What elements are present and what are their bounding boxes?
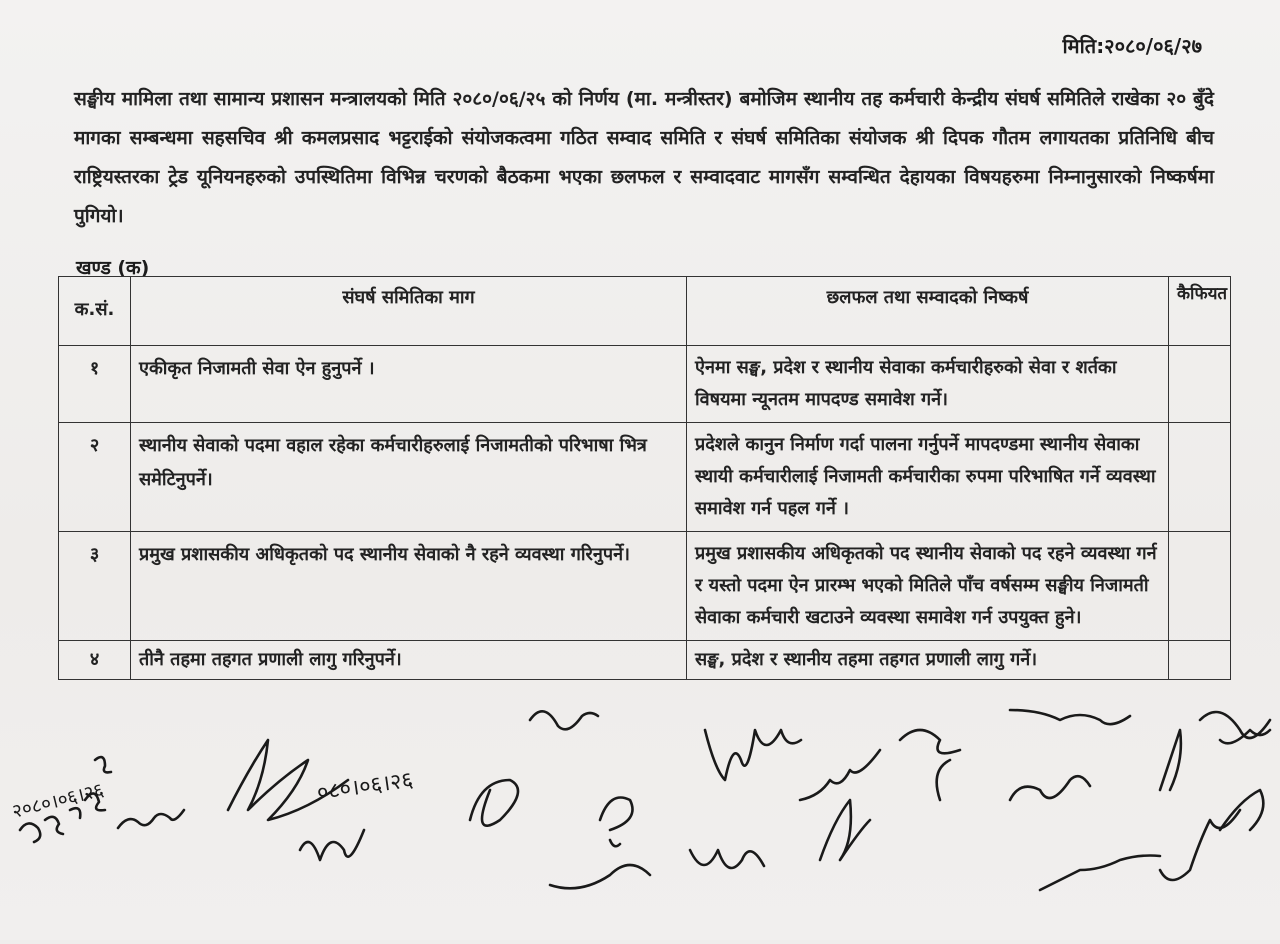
row-remarks bbox=[1169, 346, 1231, 423]
handwritten-date-2: ०८०।०६।२६ bbox=[315, 767, 415, 806]
header-remarks: कैफियत bbox=[1169, 277, 1231, 346]
signature-2 bbox=[118, 810, 184, 828]
document-date: मिति:२०८०/०६/२७ bbox=[1062, 34, 1202, 58]
signature-4 bbox=[470, 711, 598, 825]
row-sn: २ bbox=[59, 423, 131, 532]
signature-7 bbox=[800, 750, 880, 860]
row-remarks bbox=[1169, 532, 1231, 641]
signatures-drawing bbox=[0, 700, 1280, 940]
row-conclusion: प्रमुख प्रशासकीय अधिकृतको पद स्थानीय सेवाको पद रहने व्यवस्था गर्न र यस्तो पदमा ऐन प्रारम्भ भएको मितिले पाँच वर्षसम्म सङ्घीय निजामती सेवाका कर्मचारी खटाउने व्यवस्था समावेश गर्न उपयुक्त हुने। bbox=[687, 532, 1169, 641]
signature-10 bbox=[1160, 712, 1270, 880]
row-demand: एकीकृत निजामती सेवा ऐन हुनुपर्ने । bbox=[131, 346, 687, 423]
table-header-row bbox=[59, 277, 1231, 346]
header-conclusion: छलफल तथा सम्वादको निष्कर्ष bbox=[687, 277, 1169, 346]
row-conclusion: प्रदेशले कानुन निर्माण गर्दा पालना गर्नुपर्ने मापदण्डमा स्थानीय सेवाका स्थायी कर्मचारीलाई निजामती कर्मचारीका रुपमा परिभाषित गर्ने व्यवस्था समावेश गर्न पहल गर्ने । bbox=[687, 423, 1169, 532]
intro-paragraph: सङ्घीय मामिला तथा सामान्य प्रशासन मन्त्रालयको मिति २०८०/०६/२५ को निर्णय (मा. मन्त्रीस्तर) बमोजिम स्थानीय तह कर्मचारी केन्द्रीय संघर्ष समितिले राखेका २० बुँदे मागका सम्बन्धमा सहसचिव श्री कमलप्रसाद भट्टराईको संयोजकत्वमा गठित सम्वाद समिति र संघर्ष समितिका संयोजक श्री दिपक गौतम लगायतका प्रतिनिधि बीच राष्ट्रियस्तरका ट्रेड यूनियनहरुको उपस्थितिमा विभिन्न चरणको बैठकमा भएका छलफल र सम्वादवाट मागसँग सम्वन्धित देहायका विषयहरुमा निम्नानुसारको निष्कर्षमा पुगियो। bbox=[74, 88, 1214, 227]
row-remarks bbox=[1169, 423, 1231, 532]
signature-5 bbox=[550, 798, 650, 889]
signature-8 bbox=[900, 710, 1130, 800]
table-row bbox=[59, 532, 1231, 641]
signature-9 bbox=[1010, 776, 1160, 890]
row-remarks bbox=[1169, 641, 1231, 680]
row-conclusion: ऐनमा सङ्घ, प्रदेश र स्थानीय सेवाका कर्मचारीहरुको सेवा र शर्तका विषयमा न्यूनतम मापदण्ड समावेश गर्ने। bbox=[687, 346, 1169, 423]
row-demand: तीनै तहमा तहगत प्रणाली लागु गरिनुपर्ने। bbox=[131, 641, 687, 680]
row-sn: १ bbox=[59, 346, 131, 423]
table-row bbox=[59, 641, 1231, 680]
row-sn: ४ bbox=[59, 641, 131, 680]
signatures-area bbox=[0, 700, 1280, 940]
handwritten-date-1: २०८०।०६।२६ bbox=[9, 778, 106, 823]
header-sn: क.सं. bbox=[59, 277, 131, 346]
table-row bbox=[59, 346, 1231, 423]
row-conclusion: सङ्घ, प्रदेश र स्थानीय तहमा तहगत प्रणाली लागु गर्ने। bbox=[687, 641, 1169, 680]
signature-6 bbox=[690, 730, 801, 868]
section-label: खण्ड (क) bbox=[76, 257, 150, 279]
demands-table bbox=[58, 276, 1231, 680]
header-demand: संघर्ष समितिका माग bbox=[131, 277, 687, 346]
row-demand: स्थानीय सेवाको पदमा वहाल रहेका कर्मचारीहरुलाई निजामतीको परिभाषा भित्र समेटिनुपर्ने। bbox=[131, 423, 687, 532]
row-sn: ३ bbox=[59, 532, 131, 641]
table-row bbox=[59, 423, 1231, 532]
row-demand: प्रमुख प्रशासकीय अधिकृतको पद स्थानीय सेवाको नै रहने व्यवस्था गरिनुपर्ने। bbox=[131, 532, 687, 641]
